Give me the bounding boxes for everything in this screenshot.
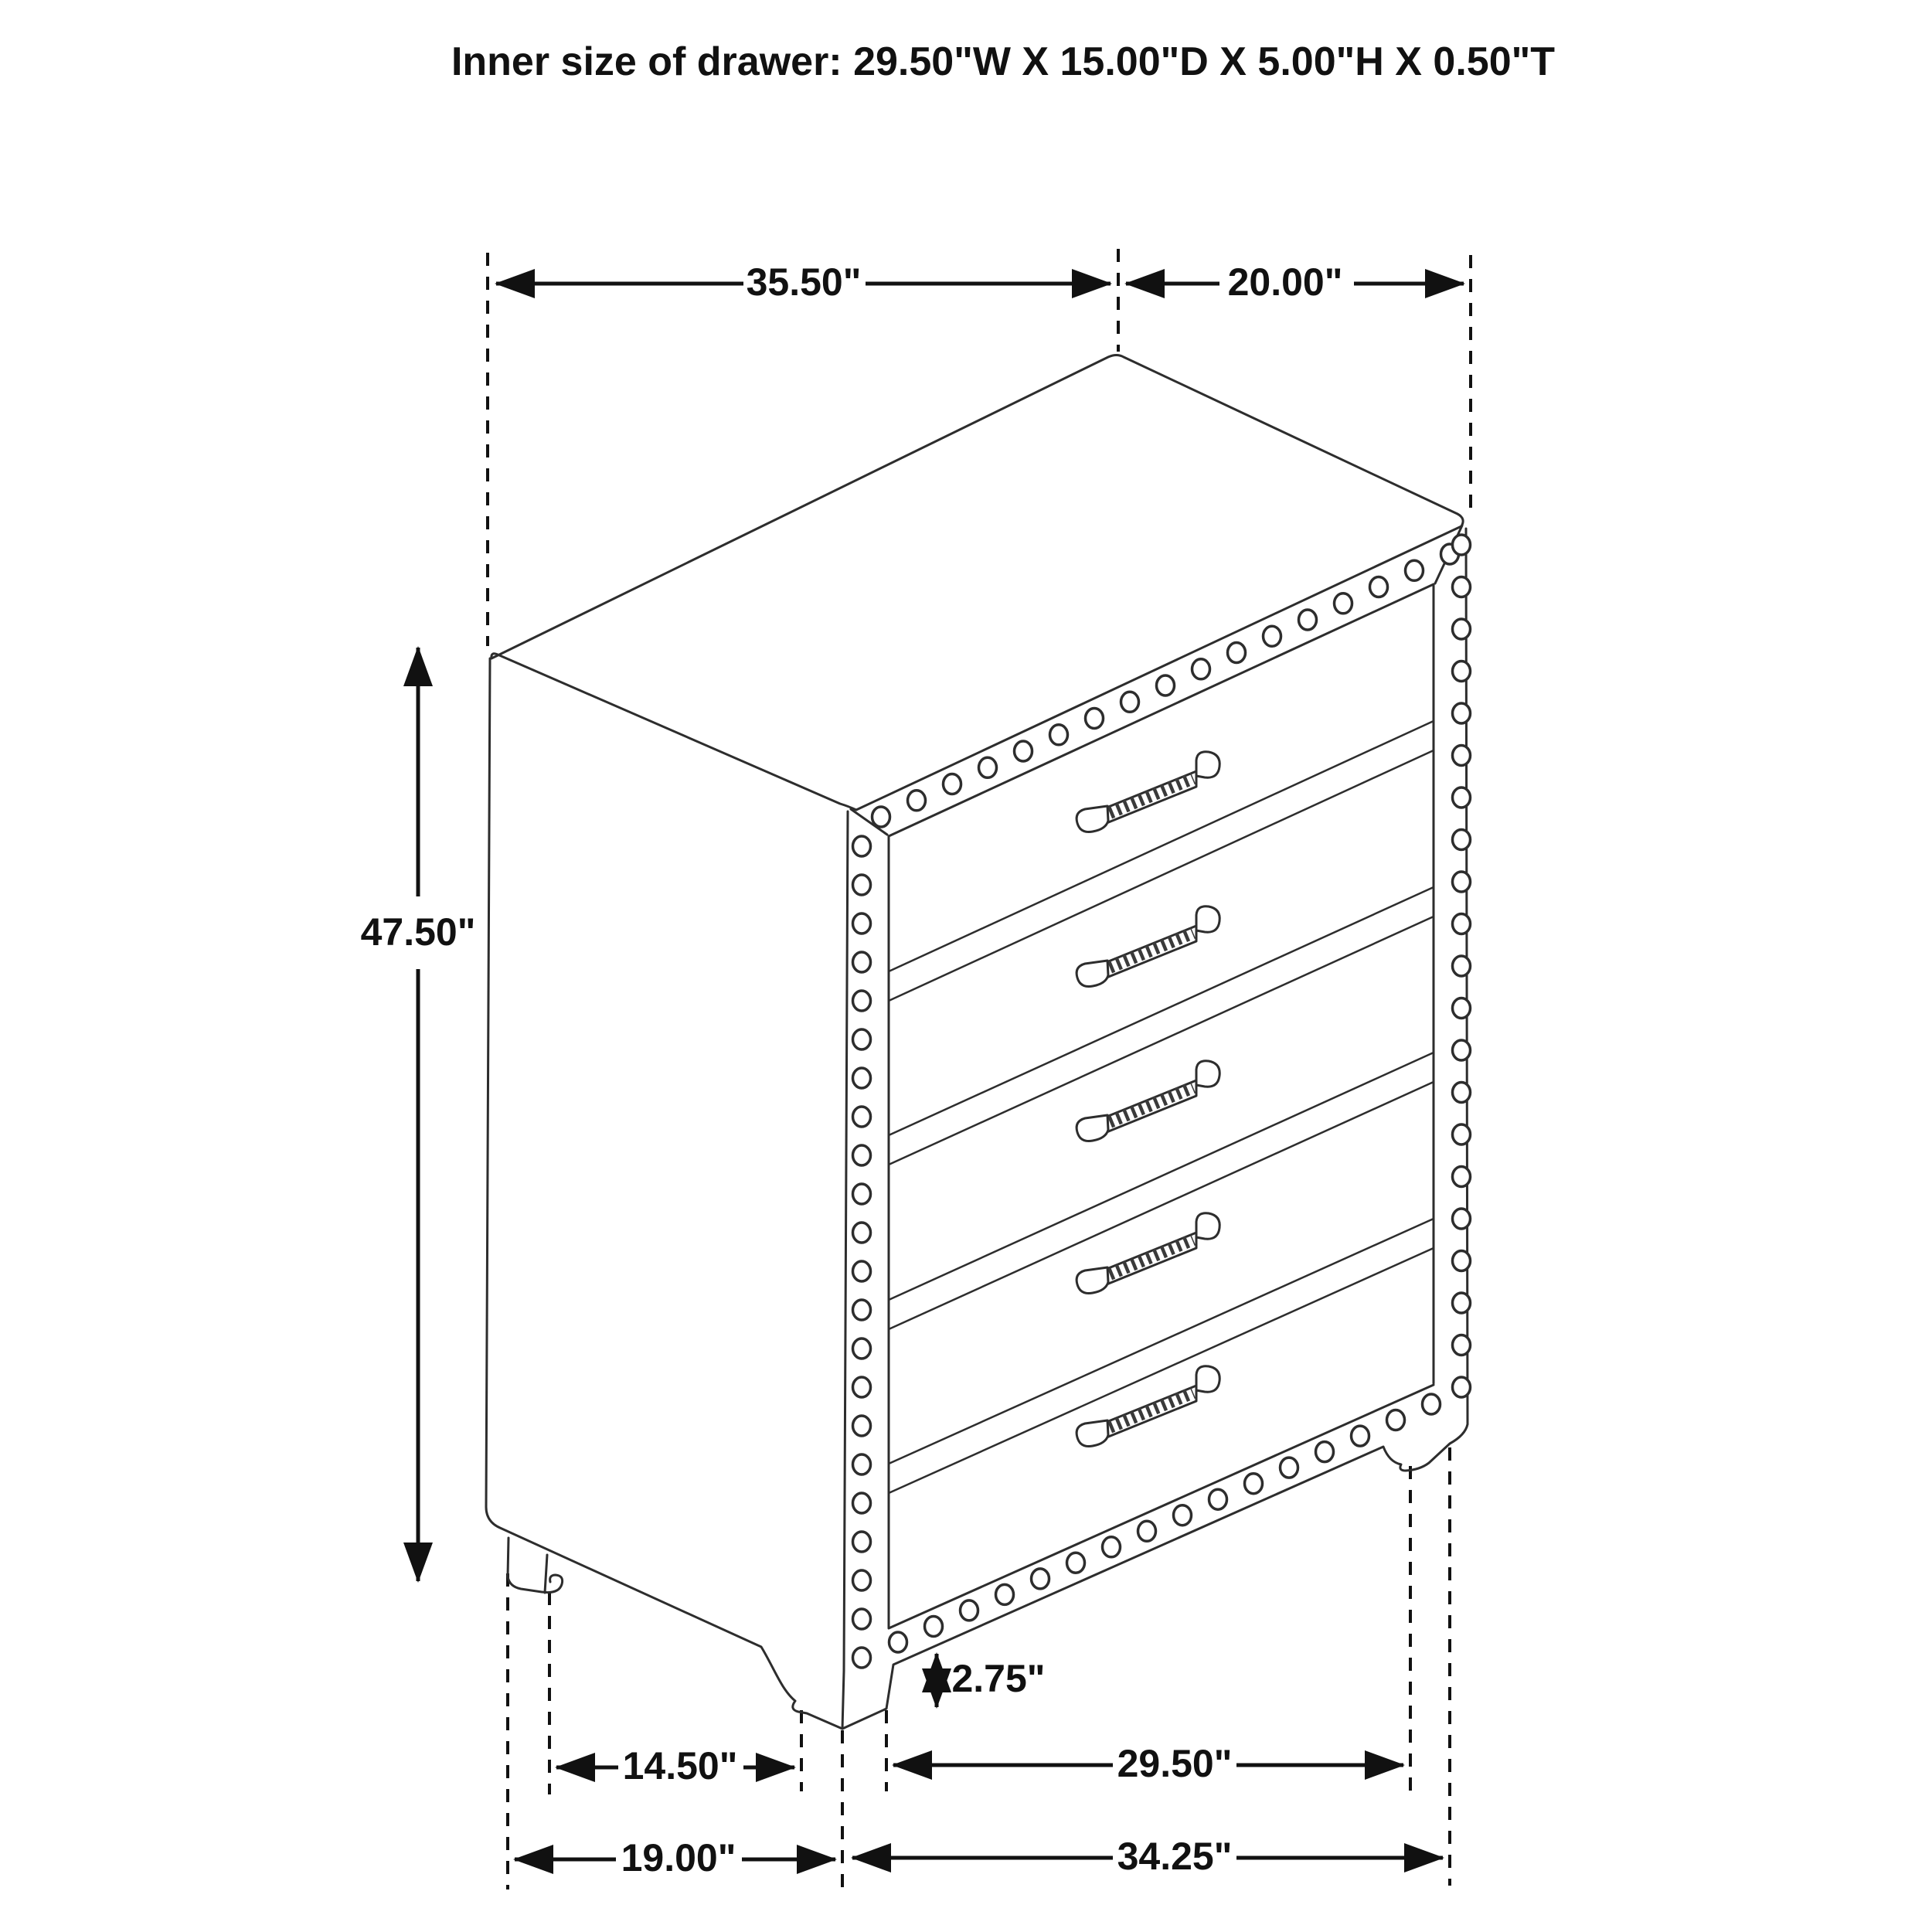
nailhead-stud [1453,830,1471,850]
nailhead-stud [1453,1293,1471,1313]
nailhead-stud [1453,998,1471,1019]
left-side-face [486,658,842,1729]
nailhead-stud [1245,1474,1263,1494]
drawer-handle [1077,1366,1219,1447]
nailhead-stud [1453,619,1471,639]
nailhead-stud [1138,1521,1156,1541]
nailhead-stud [853,1338,871,1359]
nailhead-stud [1453,1040,1471,1060]
nailhead-stud [853,1107,871,1127]
nailhead-stud [944,774,961,794]
nailhead-stud [1086,709,1104,729]
nailhead-stud [1453,956,1471,976]
nailhead-stud [853,836,871,856]
nailhead-stud [1453,703,1471,723]
dim-label-width-top: 35.50" [746,260,862,304]
nailhead-stud [1453,787,1471,808]
nailhead-stud [1453,746,1471,766]
drawer-handle [1077,752,1219,832]
top-face [492,355,1463,811]
nailhead-stud [1370,577,1388,597]
nailhead-stud [853,875,871,895]
nailhead-stud [1050,725,1068,745]
drawer-handle [1077,906,1219,987]
dim-label-leg-height: 2.75" [951,1657,1046,1700]
handle-left-cap [1077,806,1108,832]
nailhead-stud [1209,1489,1227,1509]
handle-right-cap [1196,906,1219,932]
nailhead-stud [853,952,871,972]
nailhead-stud [853,1377,871,1397]
drawer-gap-line [889,1248,1434,1493]
front-face-bottom-and-right [842,529,1468,1729]
guide-lines [488,249,1471,1897]
nailhead-stud [853,1184,871,1204]
nailhead-stud [1335,594,1352,614]
nailhead-stud [853,991,871,1011]
drawer-gap-line [889,721,1434,971]
nailhead-stud [853,1223,871,1243]
nailhead-stud [1228,643,1246,663]
nailhead-stud [853,1609,871,1629]
nailhead-stud [1406,560,1423,580]
nailhead-stud [853,1261,871,1281]
nailhead-stud [908,791,926,811]
nailhead-stud [1453,577,1471,597]
nailhead-stud [1352,1426,1369,1446]
nailhead-stud [1453,535,1471,555]
handle-left-cap [1077,1115,1108,1141]
handle-right-cap [1196,1213,1219,1239]
nailhead-stud [1387,1410,1405,1430]
page-title: Inner size of drawer: 29.50"W X 15.00"D X 5.00"H X 0.50"T [451,39,1556,84]
nailhead-stud [853,1416,871,1436]
nailhead-stud [1453,1083,1471,1103]
drawer-handle [1077,1213,1219,1294]
nailhead-stud [1316,1442,1334,1462]
chest-outline [486,355,1468,1730]
handle-right-cap [1196,1061,1219,1087]
nailhead-stud [853,1029,871,1049]
dim-label-height-overall: 47.50" [360,910,476,954]
dim-label-front-leg-inner: 29.50" [1117,1742,1233,1785]
dim-label-front-base-overall: 34.25" [1117,1835,1233,1878]
nailhead-stud [1015,741,1032,761]
nailhead-stud [1121,692,1139,712]
nailhead-stud [1264,626,1281,646]
nailhead-stud [1453,872,1471,892]
nailhead-stud [853,1145,871,1165]
nailhead-stud [853,1300,871,1320]
nailhead-stud [853,1068,871,1088]
nailhead-stud [1453,1335,1471,1355]
back-left-foot [508,1538,563,1593]
nailhead-stud [1453,662,1471,682]
nailhead-stud [1192,659,1210,679]
dim-label-depth-top: 20.00" [1227,260,1343,304]
nailhead-stud [1103,1537,1121,1557]
handle-right-cap [1196,1366,1219,1392]
nailhead-stud [853,1454,871,1475]
nailhead-stud [1423,1394,1440,1414]
handle-left-cap [1077,1420,1108,1447]
nailhead-stud [1281,1458,1298,1478]
nailhead-stud [1453,914,1471,934]
nailhead-stud [1174,1505,1192,1526]
nailhead-stud [1032,1569,1049,1589]
nailhead-stud [1453,1209,1471,1229]
nailhead-stud [979,757,997,777]
nailhead-stud [853,1648,871,1668]
nailhead-stud [1299,610,1317,630]
nailhead-stud [853,1493,871,1513]
handle-left-cap [1077,1267,1108,1294]
nailhead-stud [1453,1167,1471,1187]
drawer-handle [1077,1061,1219,1141]
nailhead-stud [1453,1124,1471,1145]
nailhead-stud [925,1617,943,1637]
nailhead-stud [1157,675,1175,696]
nailhead-stud [853,913,871,934]
nailhead-stud [853,1570,871,1590]
drawer-gap-line [889,1082,1434,1329]
nailhead-stud [996,1584,1014,1604]
nailhead-stud [889,1632,907,1652]
dim-label-side-base-overall: 19.00" [621,1836,736,1879]
nailhead-stud [1453,1251,1471,1271]
front-left-edge [842,811,848,1729]
nailhead-stud [853,1532,871,1552]
dim-label-side-leg-inner: 14.50" [622,1744,738,1787]
nailhead-stud [1067,1553,1085,1573]
nailhead-stud [961,1600,978,1621]
nailhead-stud [872,807,890,827]
nailhead-stud [1453,1377,1471,1397]
handle-right-cap [1196,752,1219,777]
handle-left-cap [1077,961,1108,987]
drawer-handles [1077,752,1219,1447]
